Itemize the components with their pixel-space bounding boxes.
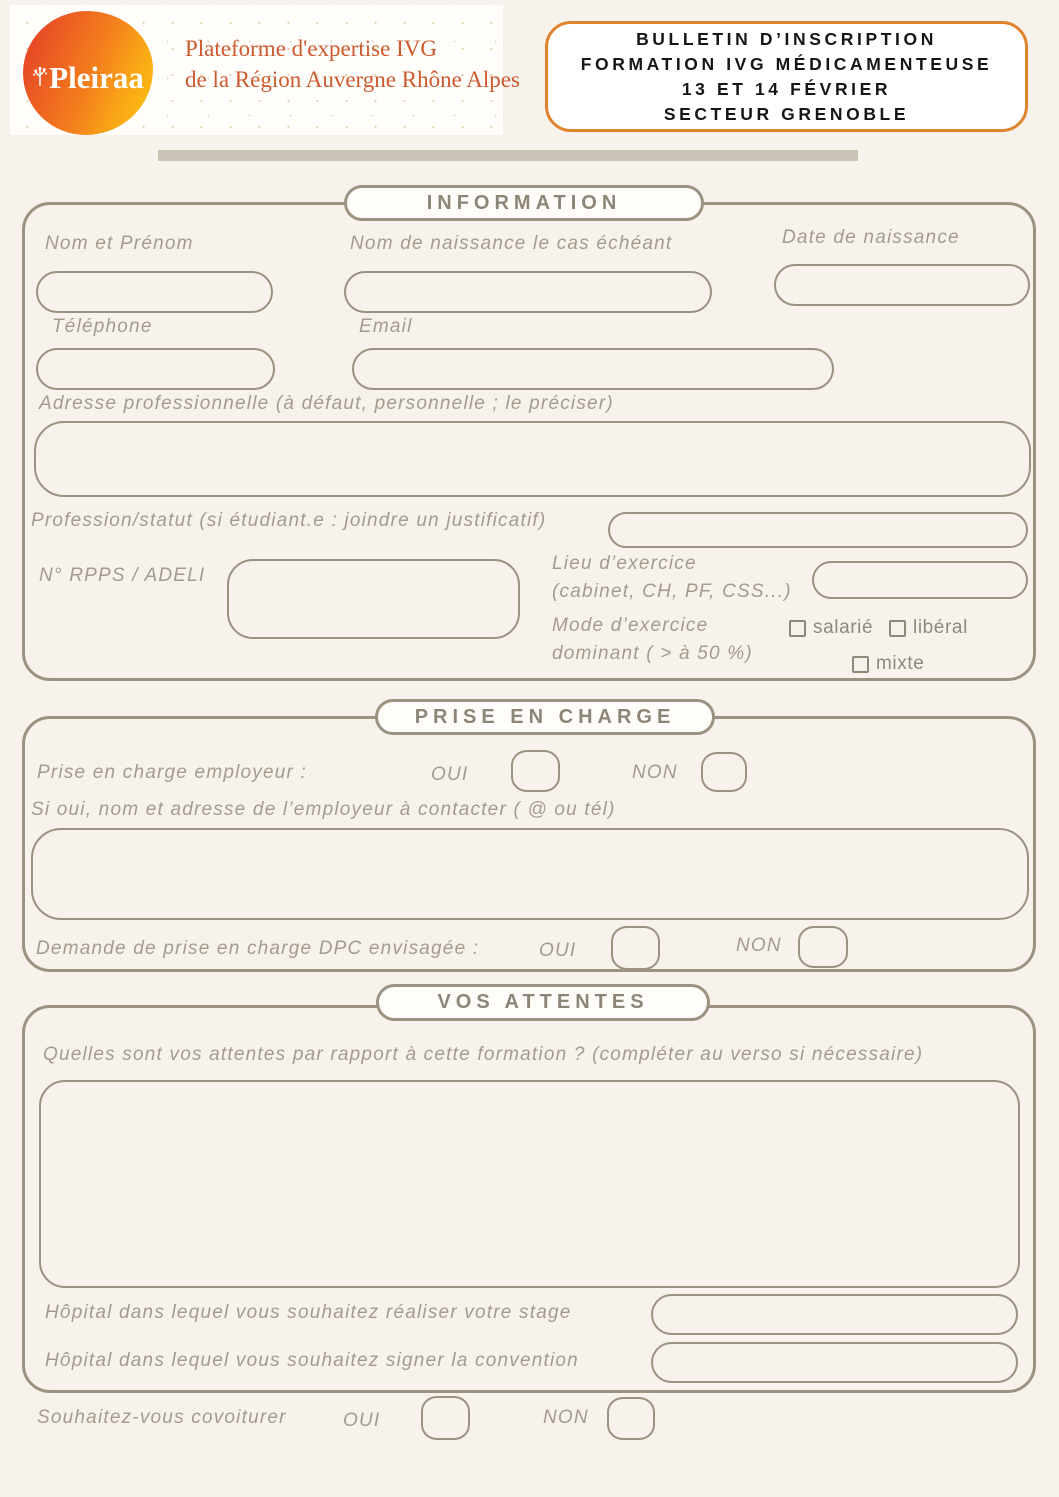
rpps-adeli-input[interactable] bbox=[227, 559, 520, 639]
mixte-checkbox[interactable] bbox=[852, 656, 869, 673]
nom-prenom-label: Nom et Prénom bbox=[45, 233, 194, 254]
hopital-stage-label: Hôpital dans lequel vous souhaitez réaliser votre stage bbox=[45, 1302, 572, 1323]
employeur-non-checkbox[interactable] bbox=[701, 752, 747, 792]
title-line-1: BULLETIN D’INSCRIPTION bbox=[636, 28, 937, 49]
employeur-adresse-input[interactable] bbox=[31, 828, 1029, 920]
dpc-non-label: NON bbox=[736, 935, 782, 956]
logo-tagline bbox=[185, 33, 520, 95]
profession-label: Profession/statut (si étudiant.e : joindre un justificatif) bbox=[31, 510, 547, 531]
pleiraa-logo bbox=[23, 11, 153, 135]
logo-banner bbox=[10, 5, 520, 135]
dpc-label: Demande de prise en charge DPC envisagée : bbox=[36, 938, 480, 959]
lieu-exercice-label-line1: Lieu d’exercice bbox=[552, 553, 697, 574]
covoiturer-oui-checkbox[interactable] bbox=[421, 1396, 470, 1440]
tree-icon bbox=[32, 58, 48, 94]
mixte-label: mixte bbox=[876, 653, 925, 674]
dpc-oui-label: OUI bbox=[539, 940, 577, 961]
section-title-information: INFORMATION bbox=[344, 185, 704, 221]
title-line-4: SECTEUR GRENOBLE bbox=[663, 103, 910, 124]
hopital-convention-label: Hôpital dans lequel vous souhaitez signer la convention bbox=[45, 1350, 579, 1371]
date-naissance-input[interactable] bbox=[774, 264, 1030, 306]
email-label: Email bbox=[359, 316, 413, 337]
tagline-line2: de la Région Auvergne Rhône Alpes bbox=[185, 67, 520, 92]
section-title-vos-attentes: VOS ATTENTES bbox=[376, 984, 710, 1021]
adresse-input[interactable] bbox=[34, 421, 1031, 497]
covoiturer-oui-label: OUI bbox=[343, 1410, 381, 1431]
header-divider-bar bbox=[158, 150, 858, 161]
title-line-3: 13 ET 14 FÉVRIER bbox=[681, 78, 892, 99]
form-title-box bbox=[545, 21, 1028, 132]
nom-prenom-input[interactable] bbox=[36, 271, 273, 313]
section-title-prise-en-charge: PRISE EN CHARGE bbox=[375, 699, 715, 735]
si-oui-employeur-label: Si oui, nom et adresse de l’employeur à contacter ( @ ou tél) bbox=[31, 799, 616, 820]
covoiturer-non-label: NON bbox=[543, 1407, 589, 1428]
logo-wordmark bbox=[23, 58, 153, 96]
covoiturer-non-checkbox[interactable] bbox=[607, 1397, 655, 1440]
salarie-option bbox=[789, 617, 873, 639]
mode-exercice-label-line2: dominant ( > à 50 %) bbox=[552, 643, 753, 664]
liberal-option bbox=[889, 617, 968, 639]
section-vos-attentes bbox=[22, 1005, 1036, 1393]
telephone-label: Téléphone bbox=[52, 316, 153, 337]
lieu-exercice-input[interactable] bbox=[812, 561, 1028, 599]
mode-exercice-label-line1: Mode d’exercice bbox=[552, 615, 709, 636]
salarie-checkbox[interactable] bbox=[789, 620, 806, 637]
title-line-2: FORMATION IVG MÉDICAMENTEUSE bbox=[580, 53, 993, 74]
liberal-checkbox[interactable] bbox=[889, 620, 906, 637]
salarie-label: salarié bbox=[813, 617, 874, 638]
covoiturer-label: Souhaitez-vous covoiturer bbox=[37, 1407, 287, 1428]
tagline-line1: Plateforme d'expertise IVG bbox=[185, 36, 437, 61]
employeur-non-label: NON bbox=[632, 762, 678, 783]
attentes-input[interactable] bbox=[39, 1080, 1020, 1288]
dpc-oui-checkbox[interactable] bbox=[611, 926, 660, 970]
brand-name: Pleiraa bbox=[49, 60, 144, 95]
adresse-label: Adresse professionnelle (à défaut, personnelle ; le préciser) bbox=[39, 393, 614, 414]
nom-naissance-label: Nom de naissance le cas échéant bbox=[350, 233, 673, 254]
liberal-label: libéral bbox=[913, 617, 968, 638]
profession-input[interactable] bbox=[608, 512, 1028, 548]
telephone-input[interactable] bbox=[36, 348, 275, 390]
employeur-oui-label: OUI bbox=[431, 764, 469, 785]
rpps-adeli-label: N° RPPS / ADELI bbox=[39, 565, 206, 586]
lieu-exercice-label-line2: (cabinet, CH, PF, CSS...) bbox=[552, 581, 792, 602]
employeur-oui-checkbox[interactable] bbox=[511, 750, 560, 792]
date-naissance-label: Date de naissance bbox=[782, 227, 960, 248]
nom-naissance-input[interactable] bbox=[344, 271, 712, 313]
prise-employeur-label: Prise en charge employeur : bbox=[37, 762, 308, 783]
dpc-non-checkbox[interactable] bbox=[798, 926, 848, 968]
section-information bbox=[22, 202, 1036, 681]
mixte-option bbox=[852, 653, 924, 675]
section-prise-en-charge bbox=[22, 716, 1036, 972]
attentes-question-label: Quelles sont vos attentes par rapport à cette formation ? (compléter au verso si nécessaire) bbox=[43, 1044, 924, 1065]
hopital-convention-input[interactable] bbox=[651, 1342, 1018, 1383]
hopital-stage-input[interactable] bbox=[651, 1294, 1018, 1335]
email-input[interactable] bbox=[352, 348, 834, 390]
